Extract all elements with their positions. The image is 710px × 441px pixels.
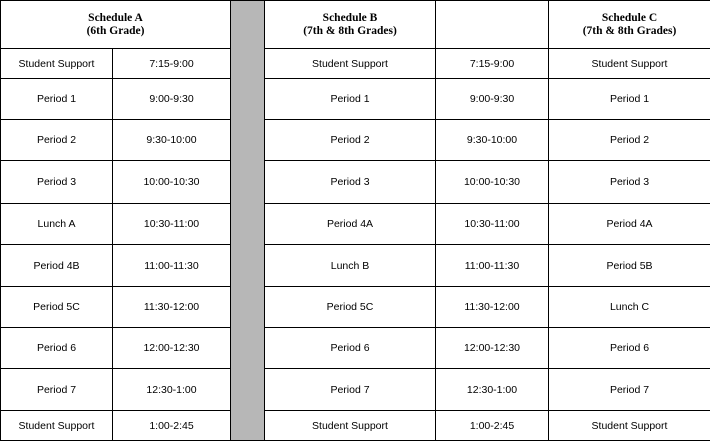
schedule-a-time: 11:30-12:00 (113, 287, 231, 328)
schedule-b-time: 9:30-10:00 (436, 120, 549, 161)
schedule-row (1, 161, 710, 204)
schedule-a-time: 9:30-10:00 (113, 120, 231, 161)
schedule-b-time: 7:15-9:00 (436, 49, 549, 79)
schedule-b-period: Period 2 (265, 120, 436, 161)
schedule-a-time: 7:15-9:00 (113, 49, 231, 79)
schedule-a-time: 11:00-11:30 (113, 245, 231, 287)
schedule-a-period: Student Support (1, 411, 113, 441)
schedule-b-period: Lunch B (265, 245, 436, 287)
schedule-b-period: Period 7 (265, 369, 436, 411)
schedule-b-period: Period 3 (265, 161, 436, 204)
schedule-row (1, 245, 710, 287)
schedule-a-period: Period 1 (1, 79, 113, 120)
schedule-a-period: Period 5C (1, 287, 113, 328)
schedule-c-period: Period 7 (549, 369, 710, 411)
schedule-row (1, 79, 710, 120)
schedule-a-period: Period 7 (1, 369, 113, 411)
schedule-b-time: 12:30-1:00 (436, 369, 549, 411)
schedule-b-time-header (436, 1, 549, 49)
schedule-b-period: Period 4A (265, 204, 436, 245)
schedule-a-time: 9:00-9:30 (113, 79, 231, 120)
schedule-a-period: Period 2 (1, 120, 113, 161)
schedule-body (1, 1, 710, 441)
schedule-c-header (549, 1, 710, 49)
schedule-c-period: Period 4A (549, 204, 710, 245)
schedule-c-subtitle: (7th & 8th Grades) (549, 25, 710, 38)
schedule-a-subtitle: (6th Grade) (1, 25, 230, 38)
schedule-b-time: 11:00-11:30 (436, 245, 549, 287)
schedule-b-time: 11:30-12:00 (436, 287, 549, 328)
schedule-c-period: Lunch C (549, 287, 710, 328)
schedule-row (1, 328, 710, 369)
schedule-b-period: Student Support (265, 49, 436, 79)
schedule-c-period: Period 5B (549, 245, 710, 287)
schedule-row (1, 287, 710, 328)
schedule-b-time: 12:00-12:30 (436, 328, 549, 369)
schedule-row (1, 204, 710, 245)
schedule-a-time: 1:00-2:45 (113, 411, 231, 441)
schedule-a-period: Period 3 (1, 161, 113, 204)
schedule-c-period: Student Support (549, 411, 710, 441)
schedule-a-title: Schedule A (1, 12, 230, 25)
schedule-b-time: 10:00-10:30 (436, 161, 549, 204)
schedule-a-period: Period 4B (1, 245, 113, 287)
schedule-c-period: Period 6 (549, 328, 710, 369)
schedule-row (1, 120, 710, 161)
schedule-b-subtitle: (7th & 8th Grades) (265, 25, 435, 38)
schedule-b-period: Period 5C (265, 287, 436, 328)
schedule-a-period: Student Support (1, 49, 113, 79)
schedule-a-period: Period 6 (1, 328, 113, 369)
schedule-a-time: 12:00-12:30 (113, 328, 231, 369)
schedule-b-period: Student Support (265, 411, 436, 441)
schedule-b-period: Period 6 (265, 328, 436, 369)
schedule-c-title: Schedule C (549, 12, 710, 25)
schedule-b-period: Period 1 (265, 79, 436, 120)
schedule-row (1, 411, 710, 441)
schedule-b-header (265, 1, 436, 49)
schedule-c-period: Period 3 (549, 161, 710, 204)
schedule-a-period: Lunch A (1, 204, 113, 245)
schedule-a-time: 10:30-11:00 (113, 204, 231, 245)
schedule-c-period: Student Support (549, 49, 710, 79)
column-divider (231, 1, 265, 441)
schedule-b-time: 1:00-2:45 (436, 411, 549, 441)
schedule-b-time: 10:30-11:00 (436, 204, 549, 245)
schedule-b-title: Schedule B (265, 12, 435, 25)
schedule-c-period: Period 2 (549, 120, 710, 161)
schedule-row (1, 49, 710, 79)
schedule-row (1, 369, 710, 411)
schedule-b-time: 9:00-9:30 (436, 79, 549, 120)
header-row (1, 1, 710, 49)
schedule-a-time: 10:00-10:30 (113, 161, 231, 204)
schedule-c-period: Period 1 (549, 79, 710, 120)
schedule-a-header (1, 1, 231, 49)
schedule-a-time: 12:30-1:00 (113, 369, 231, 411)
